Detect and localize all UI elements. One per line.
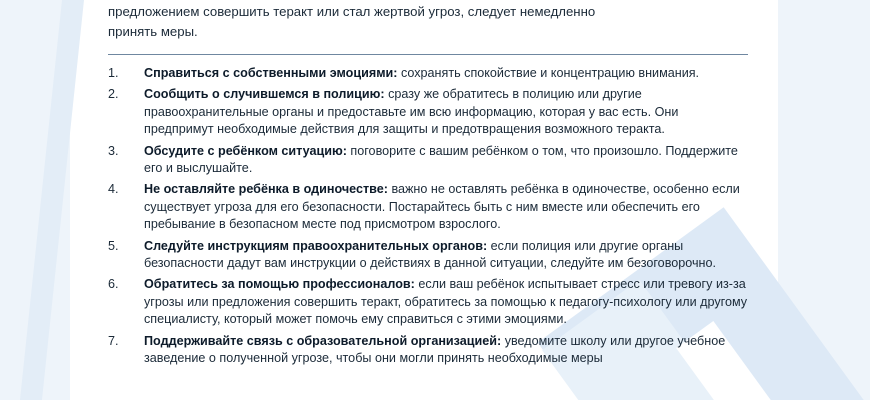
list-item-lead: Поддерживайте связь с образовательной организацией: (144, 333, 502, 348)
list-item-text: сразу же обратитесь в полицию или другие правоохранительные органы и предоставьте им всю информацию, которая у вас есть. Они предпримут необходимые действия для защиты и предотвращения возможного теракта. (144, 87, 679, 137)
list-item-lead: Обсудите с ребёнком ситуацию: (144, 143, 347, 158)
list-item-lead: Не оставляйте ребёнка в одиночестве: (144, 182, 388, 197)
list-item-number: 3. (108, 143, 119, 158)
list-item-text: важно не оставлять ребёнка в одиночестве, особенно если существует угроза для его безопасности. Постарайтесь быть с ним вместе или обеспечить его пребывание в безопасном месте под присмотром взрослого. (144, 182, 740, 232)
intro-line-1: предложением совершить теракт или стал жертвой угроз, следует немедленно (108, 4, 596, 19)
intro-paragraph (108, 0, 748, 42)
list-item-text: если полиция или другие органы безопасности дадут вам инструкции о действиях в данной ситуации, следуйте им безоговорочно. (144, 238, 716, 271)
steps-list (108, 65, 748, 368)
list-item (108, 86, 748, 138)
list-item-text: уведомите школу или другое учебное заведение о полученной угрозе, чтобы они могли принять необходимые меры (144, 333, 726, 366)
list-item (108, 143, 748, 178)
list-item-number: 6. (108, 277, 119, 292)
list-item (108, 65, 748, 82)
list-item-lead: Справиться с собственными эмоциями: (144, 66, 398, 80)
list-item-number: 2. (108, 87, 119, 102)
list-item-number: 5. (108, 238, 119, 253)
document-content (108, 0, 748, 400)
list-item (108, 333, 748, 368)
intro-line-2: принять меры. (108, 24, 198, 39)
list-item-text: сохранять спокойствие и концентрацию внимания. (397, 66, 700, 80)
list-item-number: 1. (108, 66, 119, 80)
list-item-number: 4. (108, 182, 119, 197)
list-item-text: поговорите с вашим ребёнком о том, что произошло. Поддержите его и выслушайте. (144, 143, 738, 176)
list-item-text: если ваш ребёнок испытывает стресс или тревогу из-за угрозы или предложения совершить теракт, обратитесь за помощью к педагогу-психологу или другому специалисту, который может помочь ему справиться с этими эмоциями. (144, 277, 748, 327)
list-item (108, 276, 748, 328)
list-item-lead: Следуйте инструкциям правоохранительных органов: (144, 238, 488, 253)
section-divider (108, 54, 748, 55)
list-item-number: 7. (108, 333, 119, 348)
list-item (108, 181, 748, 233)
list-item-lead: Сообщить о случившемся в полицию: (144, 87, 385, 102)
list-item-lead: Обратитесь за помощью профессионалов: (144, 277, 415, 292)
list-item (108, 238, 748, 273)
